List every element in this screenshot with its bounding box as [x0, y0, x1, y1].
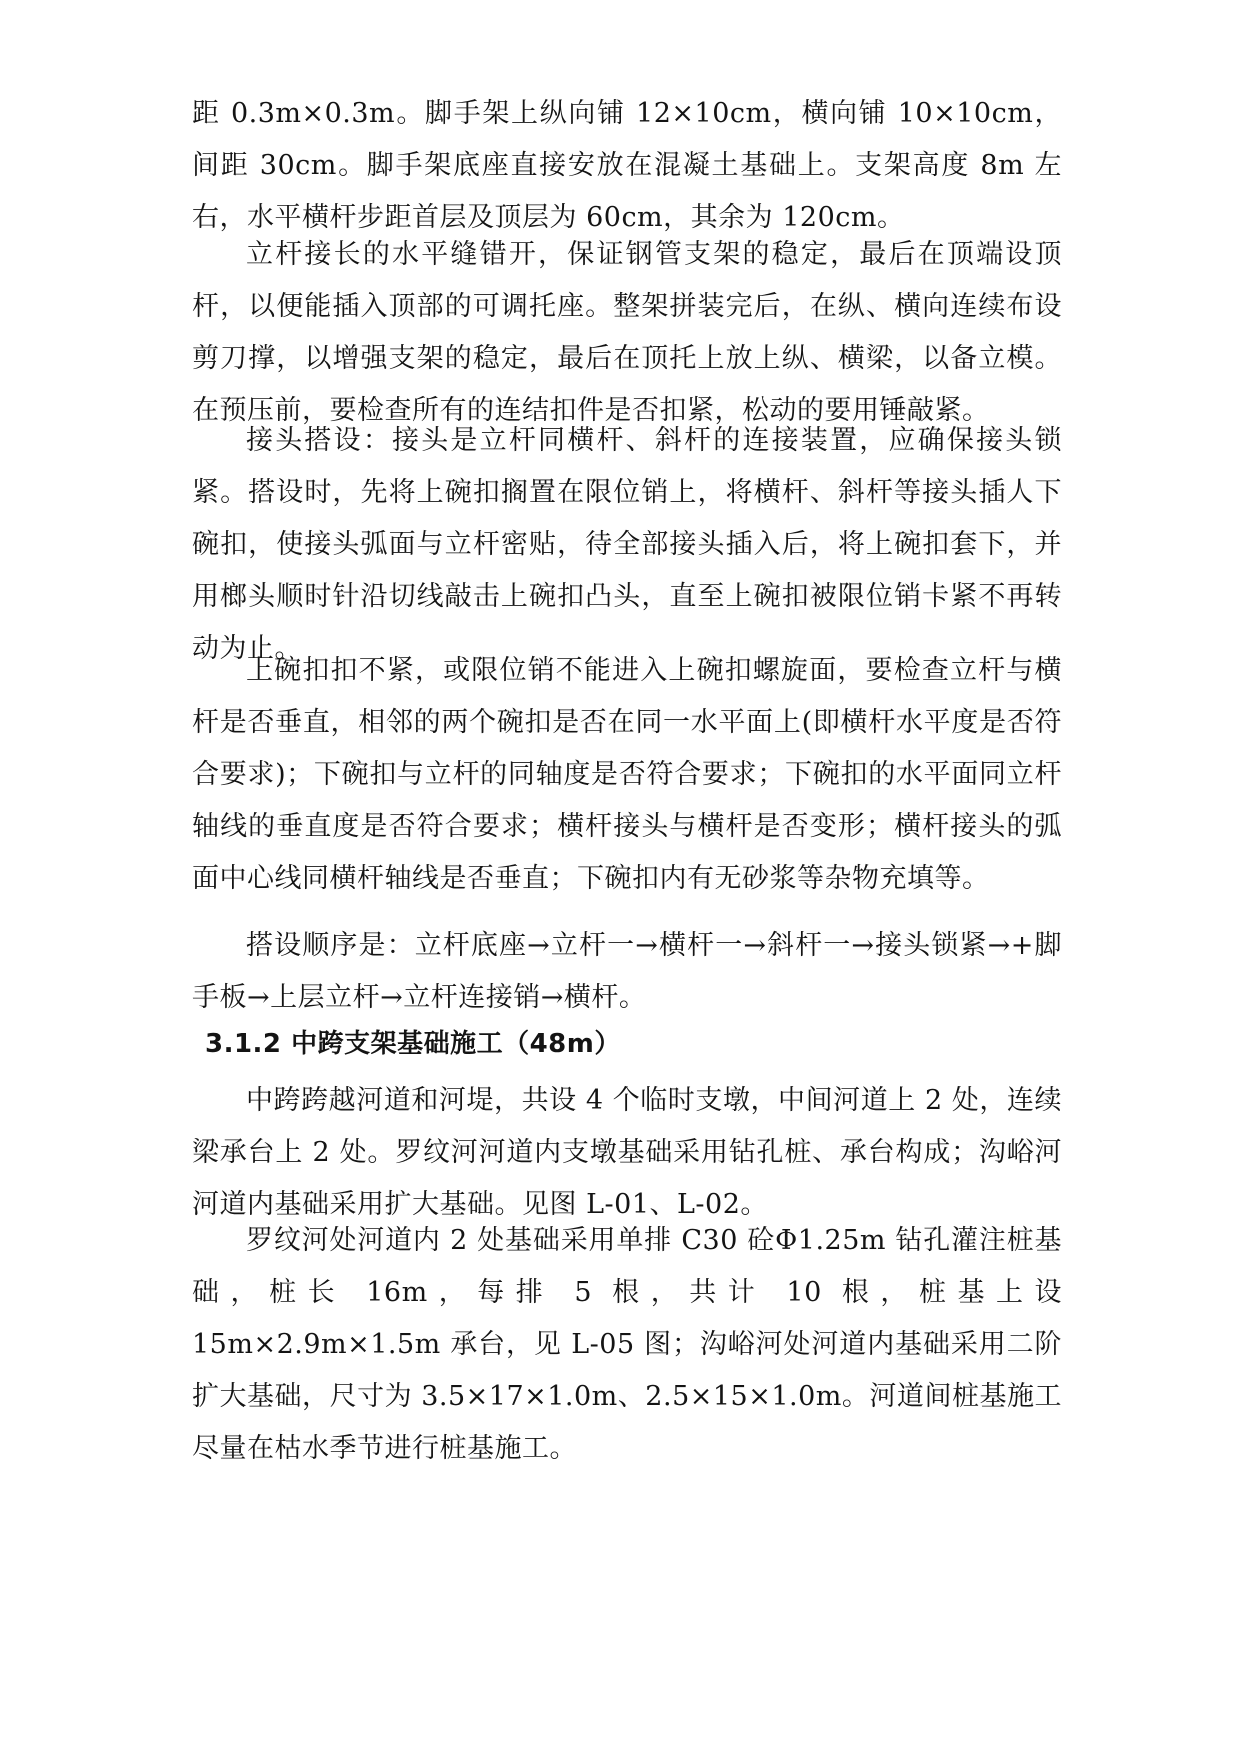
paragraph-bowl-buckle-check: 上碗扣扣不紧，或限位销不能进入上碗扣螺旋面，要检查立杆与横杆是否垂直，相邻的两个碗扣是否在同一水平面上(即横杆水平度是否符合要求)；下碗扣与立杆的同轴度是否符合要求；下碗扣的水平面同立杆轴线的垂直度是否符合要求；横杆接头与横杆是否变形；横杆接头的弧面中心线同横杆轴线是否垂直；下碗扣内有无砂浆等杂物充填等。 — [192, 655, 1062, 894]
paragraph-pile-foundation: 罗纹河处河道内 2 处基础采用单排 C30 砼Φ1.25m 钻孔灌注桩基础，桩长 16m，每排 5 根，共计 10 根，桩基上设 15m×2.9m×1.5m 承台，见 L-05 图；沟峪河处河道内基础采用二阶扩大基础，尺寸为 3.5×17×1.0m、2.5×15×1.0m。河道间桩基施工尽量在枯水季节进行桩基施工。 — [192, 1225, 1062, 1464]
paragraph-pole-extension: 立杆接长的水平缝错开，保证钢管支架的稳定，最后在顶端设顶杆，以便能插入顶部的可调托座。整架拼装完后，在纵、横向连续布设剪刀撑，以增强支架的稳定，最后在顶托上放上纵、横梁，以备立模。在预压前，要检查所有的连结扣件是否扣紧，松动的要用锤敲紧。 — [192, 239, 1062, 426]
paragraph-scaffold-spacing: 距 0.3m×0.3m。脚手架上纵向铺 12×10cm，横向铺 10×10cm，间距 30cm。脚手架底座直接安放在混凝土基础上。支架高度 8m 左右，水平横杆步距首层及顶层为 60cm，其余为 120cm。 — [192, 98, 1062, 233]
paragraph-joint-erection: 接头搭设：接头是立杆同横杆、斜杆的连接装置，应确保接头锁紧。搭设时，先将上碗扣搁置在限位销上，将横杆、斜杆等接头插人下碗扣，使接头弧面与立杆密贴，待全部接头插入后，将上碗扣套下，并用榔头顺时针沿切线敲击上碗扣凸头，直至上碗扣被限位销卡紧不再转动为止。 — [192, 425, 1062, 664]
paragraph-erection-sequence: 搭设顺序是：立杆底座→立杆一→横杆一→斜杆一→接头锁紧→+脚手板→上层立杆→立杆连接销→横杆。 — [192, 930, 1062, 1013]
paragraph-mid-span-piers: 中跨跨越河道和河堤，共设 4 个临时支墩，中间河道上 2 处，连续梁承台上 2 处。罗纹河河道内支墩基础采用钻孔桩、承台构成；沟峪河河道内基础采用扩大基础。见图 L-01、L-02。 — [192, 1085, 1062, 1220]
section-heading: 3.1.2 中跨支架基础施工（48m） — [205, 1029, 621, 1059]
